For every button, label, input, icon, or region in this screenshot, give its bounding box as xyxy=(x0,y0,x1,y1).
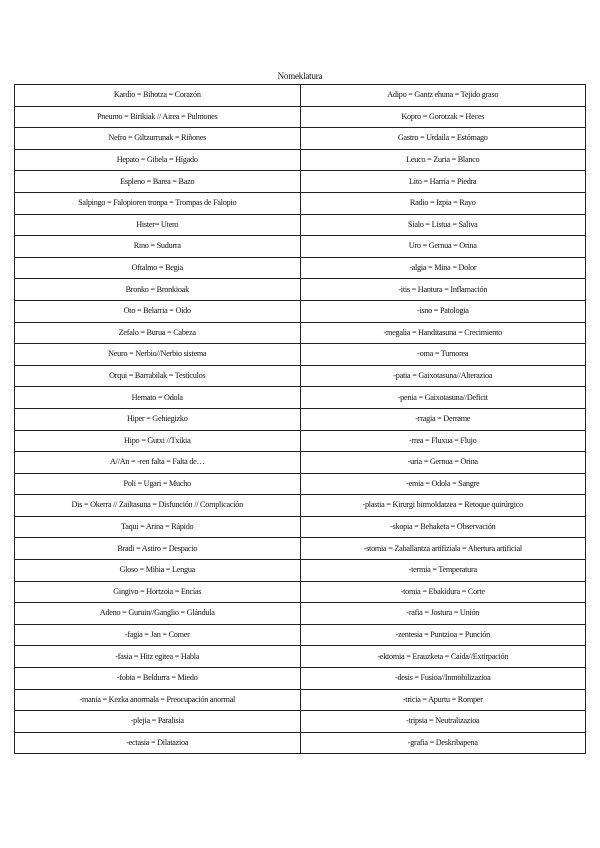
term-cell-left: -mania = Kezka anormala = Preocupación anormal xyxy=(15,689,301,711)
term-cell-right: -termia = Temperatura xyxy=(300,560,586,582)
term-cell-left: Hiper = Gehiegizko xyxy=(15,408,301,430)
term-cell-right: -itis = Hantura = Inflamación xyxy=(300,279,586,301)
term-cell-right: -oma = Tumorea xyxy=(300,344,586,366)
term-cell-left: Gloso = Mihia = Lengua xyxy=(15,560,301,582)
table-row xyxy=(15,322,586,344)
table-row xyxy=(15,603,586,625)
table-row xyxy=(15,236,586,258)
term-cell-right: Leuco = Zuria = Blanco xyxy=(300,149,586,171)
table-row xyxy=(15,538,586,560)
table-row xyxy=(15,214,586,236)
term-cell-left: Adeno = Guruin//Ganglio = Glándula xyxy=(15,603,301,625)
term-cell-right: -rafia = Jostura = Unión xyxy=(300,603,586,625)
term-cell-left: Poli = Ugari = Mucho xyxy=(15,473,301,495)
term-cell-right: -grafia = Deskribapena xyxy=(300,732,586,754)
table-row xyxy=(15,473,586,495)
table-row xyxy=(15,279,586,301)
term-cell-right: -penia = Gaixotasuna//Deficit xyxy=(300,387,586,409)
term-cell-right: -tomia = Ebakidura = Corte xyxy=(300,581,586,603)
term-cell-left: Orqui = Barrabilak = Testículos xyxy=(15,365,301,387)
table-row xyxy=(15,365,586,387)
term-cell-left: Rino = Sudurra xyxy=(15,236,301,258)
term-cell-left: Gingivo = Hortzoia = Encías xyxy=(15,581,301,603)
term-cell-left: Taqui = Arina = Rápido xyxy=(15,516,301,538)
term-cell-right: Adipo = Gantz ehuna = Tejido graso xyxy=(300,85,586,107)
term-cell-right: -tricia = Apurtu = Romper xyxy=(300,689,586,711)
term-cell-left: Oto = Belarria = Oído xyxy=(15,300,301,322)
term-cell-left: Espleno = Barea = Bazo xyxy=(15,171,301,193)
term-cell-right: -algia = Mina = Dolor xyxy=(300,257,586,279)
term-cell-left: Kardio = Bihotza = Corazón xyxy=(15,85,301,107)
term-cell-left: -fasia = Hitz egitea = Habla xyxy=(15,646,301,668)
term-cell-right: -rragia = Derrame xyxy=(300,408,586,430)
table-row xyxy=(15,452,586,474)
term-cell-right: -patia = Gaixotasuna//Alterazioa xyxy=(300,365,586,387)
term-cell-right: -zentesia = Puntzioa = Punción xyxy=(300,624,586,646)
table-row xyxy=(15,732,586,754)
term-cell-right: -stomia = Zaballantza artifiziala = Abertura artificial xyxy=(300,538,586,560)
table-row xyxy=(15,581,586,603)
term-cell-left: Hipo = Gutxi //Txikia xyxy=(15,430,301,452)
term-cell-right: -emia = Odola = Sangre xyxy=(300,473,586,495)
term-cell-left: Bradi = Astiro = Despacio xyxy=(15,538,301,560)
term-cell-left: Hister= Utero xyxy=(15,214,301,236)
nomenclature-table-body xyxy=(15,85,586,754)
term-cell-right: -rrea = Fluxua = Flujo xyxy=(300,430,586,452)
term-cell-left: -ectasia = Dilatazioa xyxy=(15,732,301,754)
table-row xyxy=(15,408,586,430)
table-row xyxy=(15,516,586,538)
term-cell-left: Dis = Okerra // Zailtasuna = Disfunción // Complicación xyxy=(15,495,301,517)
table-row xyxy=(15,387,586,409)
term-cell-right: Radio = Izpia = Rayo xyxy=(300,192,586,214)
term-cell-right: -tripsia = Neutralizazioa xyxy=(300,711,586,733)
term-cell-left: Hepato = Gibela = Hígado xyxy=(15,149,301,171)
term-cell-left: A//An = -ren falta = Falta de… xyxy=(15,452,301,474)
term-cell-right: Gastro = Urdaila = Estómago xyxy=(300,128,586,150)
term-cell-left: Zefalo = Burua = Cabeza xyxy=(15,322,301,344)
document-title: Nomeklatura xyxy=(277,71,323,81)
table-row xyxy=(15,646,586,668)
table-row xyxy=(15,668,586,690)
term-cell-right: -megalia = Handitasuna = Crecimiento xyxy=(300,322,586,344)
term-cell-left: Oftalmo = Begia xyxy=(15,257,301,279)
term-cell-left: -plejia = Paralisia xyxy=(15,711,301,733)
table-row xyxy=(15,128,586,150)
term-cell-right: Kopro = Gorotzak = Heces xyxy=(300,106,586,128)
table-row xyxy=(15,257,586,279)
term-cell-left: -fobia = Beldurra = Miedo xyxy=(15,668,301,690)
term-cell-right: -desis = Fusioa//Inmobilizazioa xyxy=(300,668,586,690)
table-row xyxy=(15,689,586,711)
term-cell-right: -ektomia = Erauzketa = Caída//Extirpación xyxy=(300,646,586,668)
table-row xyxy=(15,624,586,646)
table-row xyxy=(15,344,586,366)
table-row xyxy=(15,85,586,107)
table-row xyxy=(15,192,586,214)
nomenclature-table xyxy=(14,84,586,754)
term-cell-right: Lito = Harria = Piedra xyxy=(300,171,586,193)
table-row xyxy=(15,495,586,517)
table-row xyxy=(15,560,586,582)
term-cell-right: Uro = Gernua = Orina xyxy=(300,236,586,258)
term-cell-left: Nefro = Giltzurrunak = Riñones xyxy=(15,128,301,150)
term-cell-left: Neuro = Nerbio//Nerbio sistema xyxy=(15,344,301,366)
table-row xyxy=(15,149,586,171)
table-row xyxy=(15,171,586,193)
term-cell-right: -isno = Patologia xyxy=(300,300,586,322)
term-cell-right: Sialo = Listua = Saliva xyxy=(300,214,586,236)
term-cell-right: -uria = Gernua = Orina xyxy=(300,452,586,474)
term-cell-left: Hemato = Odola xyxy=(15,387,301,409)
table-row xyxy=(15,711,586,733)
term-cell-left: -fagia = Jan = Comer xyxy=(15,624,301,646)
table-row xyxy=(15,300,586,322)
table-row xyxy=(15,430,586,452)
term-cell-right: -plastia = Kirurgi birmoldatzea = Retoque quirúrgico xyxy=(300,495,586,517)
term-cell-left: Bronko = Bronkioak xyxy=(15,279,301,301)
term-cell-left: Salpingo = Falopioren tronpa = Trompas de Falopio xyxy=(15,192,301,214)
term-cell-left: Pneumo = Birikiak // Airea = Pulmones xyxy=(15,106,301,128)
table-row xyxy=(15,106,586,128)
term-cell-right: -skopia = Behaketa = Observación xyxy=(300,516,586,538)
